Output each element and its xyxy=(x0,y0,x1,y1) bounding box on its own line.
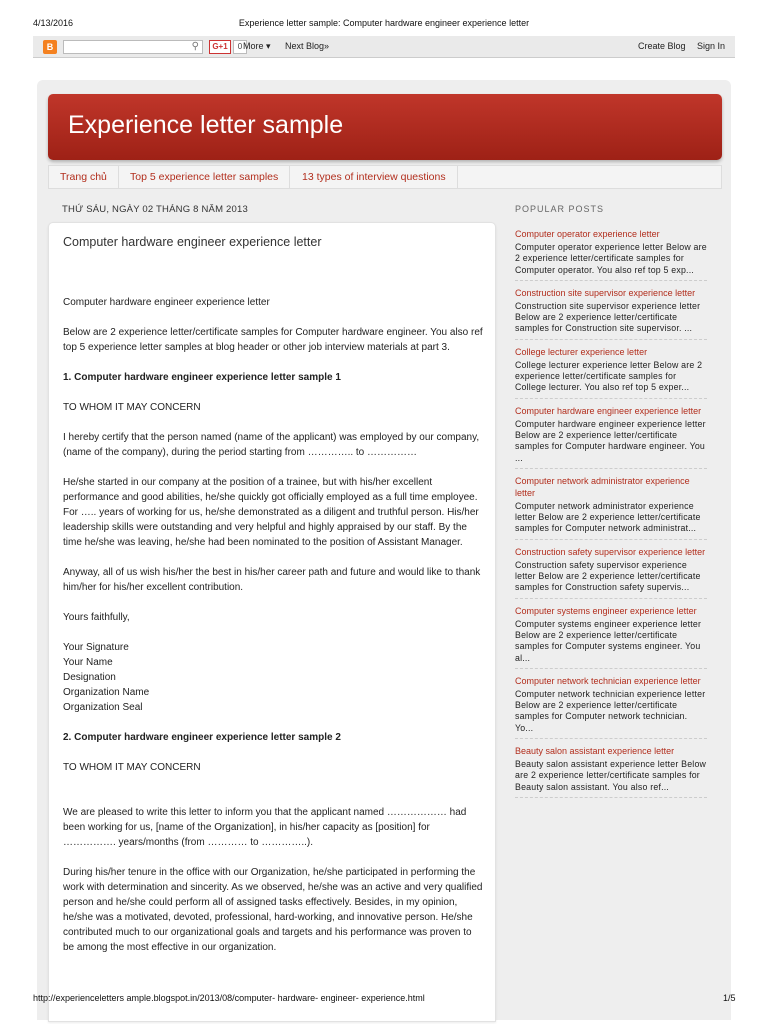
print-header xyxy=(0,0,768,36)
print-date: 4/13/2016 xyxy=(33,18,74,28)
popular-post-item xyxy=(515,475,707,540)
popular-post-item xyxy=(515,605,707,669)
signature-line: Your Signature xyxy=(63,642,129,653)
popular-post-link[interactable]: Construction site supervisor experience letter xyxy=(515,287,696,298)
popular-post-item xyxy=(515,228,707,281)
post-paragraph: Below are 2 experience letter/certificate samples for Computer hardware engineer. You also ref top 5 experience letter samples at blog header or other job interview materials at part 3. xyxy=(63,327,483,353)
section-heading: 2. Computer hardware engineer experience letter sample 2 xyxy=(63,732,341,743)
popular-post-link[interactable]: Computer hardware engineer experience letter xyxy=(515,405,702,416)
popular-post-snippet: Computer hardware engineer experience letter Below are 2 experience letter/certificate samples for Computer hardware engineer. You ... xyxy=(515,418,706,463)
post-paragraph: Computer hardware engineer experience letter xyxy=(63,297,270,308)
blog-title[interactable]: Experience letter sample xyxy=(68,111,344,139)
tab-bar xyxy=(48,165,722,189)
post-card xyxy=(48,222,496,1022)
popular-post-snippet: Computer network technician experience letter Below are 2 experience letter/certificate samples for Computer network technician. Yo... xyxy=(515,688,706,733)
signature-line: Your Name xyxy=(63,657,113,668)
signature-line: Designation xyxy=(63,672,116,683)
gplus-button[interactable]: G+1 xyxy=(209,40,231,54)
more-menu[interactable]: More ▾ xyxy=(243,41,271,51)
next-blog-link[interactable]: Next Blog» xyxy=(285,41,330,51)
popular-post-snippet: Construction site supervisor experience letter Below are 2 experience letter/certificate samples for Construction site supervisor. ... xyxy=(515,300,701,334)
print-title: Experience letter sample: Computer hardware engineer experience letter xyxy=(238,18,530,28)
post-paragraph: We are pleased to write this letter to inform you that the applicant named ……………… had been working for us, [name of the Organization], in his/her capacity as [position] for ……………. years/months (from ………… to …………..). xyxy=(63,807,467,848)
post-date: THỨ SÁU, NGÀY 02 THÁNG 8 NĂM 2013 xyxy=(62,204,248,215)
popular-post-snippet: Computer network administrator experience letter Below are 2 experience letter/certificate samples for Computer network administrat... xyxy=(515,500,701,534)
popular-post-item xyxy=(515,745,707,798)
search-icon[interactable]: ⚲ xyxy=(191,41,199,52)
popular-post-link[interactable]: Construction safety supervisor experience letter xyxy=(515,546,706,557)
popular-post-snippet: College lecturer experience letter Below are 2 experience letter/certificate samples for College lecturer. You also ref top 5 exper... xyxy=(515,359,703,393)
post-paragraph: I hereby certify that the person named (name of the applicant) was employed by our company, (name of the company), during the period starting from ………….. to …………… xyxy=(63,432,480,458)
popular-posts-widget xyxy=(515,204,707,804)
search-input[interactable] xyxy=(63,40,203,54)
popular-post-item xyxy=(515,287,707,340)
popular-post-item xyxy=(515,675,707,739)
popular-post-snippet: Construction safety supervisor experience letter Below are 2 experience letter/certificate samples for Construction safety supervis... xyxy=(515,559,701,593)
blogger-navbar xyxy=(33,36,735,58)
sign-in-link[interactable]: Sign In xyxy=(697,41,726,51)
popular-post-snippet: Computer systems engineer experience letter Below are 2 experience letter/certificate samples for Computer systems engineer. You al... xyxy=(515,618,702,663)
blogger-logo-icon[interactable]: B xyxy=(43,40,57,54)
print-url: http://experienceletters ample.blogspot.in/2013/08/computer- hardware- engineer- experience.html xyxy=(33,993,425,1003)
popular-post-item xyxy=(515,405,707,469)
popular-post-link[interactable]: College lecturer experience letter xyxy=(515,346,648,357)
post-paragraph: Anyway, all of us wish his/her the best in his/her career path and future and would like to thank him/her for his/her excellent contribution. xyxy=(63,567,481,593)
popular-post-link[interactable]: Computer network administrator experience letter xyxy=(515,475,690,498)
popular-post-link[interactable]: Computer operator experience letter xyxy=(515,229,660,239)
blog-header xyxy=(48,94,722,160)
signature-line: Organization Seal xyxy=(63,702,143,713)
popular-post-link[interactable]: Computer systems engineer experience letter xyxy=(515,605,697,616)
popular-post-link[interactable]: Computer network technician experience letter xyxy=(515,675,701,686)
tab-interview-questions[interactable]: 13 types of interview questions xyxy=(291,166,458,188)
post-paragraph: He/she started in our company at the position of a trainee, but with his/her excellent performance and good abilities, he/she quickly got officially employed as a full time employee. For ….. years of working for us, he/she demonstrated as a diligent and truthful person. His/her leadership skills were outstanding and very helpful and highly appraised by our staff. By the time he/she was leaving, he/she had been nominated to the position of Assistant Manager. xyxy=(63,477,479,548)
create-blog-link[interactable]: Create Blog xyxy=(638,41,686,51)
popular-post-snippet: Computer operator experience letter Below are 2 experience letter/certificate samples for Computer operator. You also ref top 5 exp... xyxy=(515,242,707,275)
section-heading: 1. Computer hardware engineer experience letter sample 1 xyxy=(63,372,341,383)
tab-home[interactable]: Trang chủ xyxy=(49,166,119,188)
print-page-number: 1/5 xyxy=(723,993,736,1003)
popular-post-link[interactable]: Beauty salon assistant experience letter xyxy=(515,746,675,757)
popular-post-item xyxy=(515,346,707,399)
popular-post-snippet: Beauty salon assistant experience letter Below are 2 experience letter/certificate samples for Beauty salon assistant. You also ref... xyxy=(515,759,707,792)
popular-post-item xyxy=(515,546,707,599)
post-title: Computer hardware engineer experience letter xyxy=(63,235,322,249)
post-body xyxy=(63,295,485,955)
salutation: TO WHOM IT MAY CONCERN xyxy=(63,402,201,413)
closing: Yours faithfully, xyxy=(63,612,130,623)
salutation: TO WHOM IT MAY CONCERN xyxy=(63,762,201,773)
signature-line: Organization Name xyxy=(63,687,150,698)
tab-top-5-samples[interactable]: Top 5 experience letter samples xyxy=(119,166,290,188)
gplus-count: 0 xyxy=(233,40,247,54)
post-paragraph: During his/her tenure in the office with our Organization, he/she participated in performing the work with determination and sincerity. As we observed, he/she was an active and very qualified person and he/she could perform all of assigned tasks effectively. Besides, in my opinion, he/she was a motivated, devoted, professional, hard-working, and innovative person. He/she contributed much to our organizational goals and targets and his performance was proven to be among the most effective in our organization. xyxy=(63,867,483,953)
popular-posts-title: POPULAR POSTS xyxy=(515,204,605,214)
